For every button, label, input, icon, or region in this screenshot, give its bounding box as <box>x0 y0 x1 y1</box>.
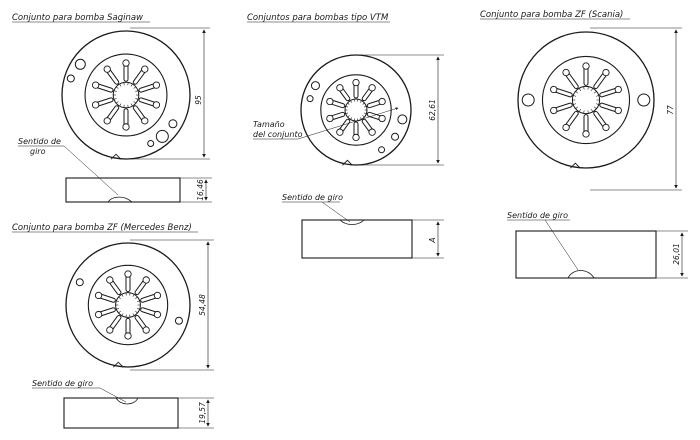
ring-hole <box>175 317 182 324</box>
vane-tip-hole <box>92 102 98 108</box>
hub-spline <box>591 109 592 112</box>
vane-tip-hole <box>369 85 375 91</box>
hub-spline <box>584 110 585 113</box>
hub-spline <box>363 103 365 105</box>
face-dimension-value-scania: 77 <box>666 105 675 115</box>
face-view-saginaw <box>62 31 190 159</box>
title-vtm: Conjuntos para bombas tipo VTM <box>247 13 389 23</box>
side-view-vtm <box>302 220 444 258</box>
hub-spline <box>364 113 366 114</box>
rotation-label-scania: Sentido de giro <box>507 211 568 220</box>
ring-hole <box>392 133 399 140</box>
hub-spline <box>576 91 578 93</box>
side-dimension-value-vtm: A <box>428 237 437 243</box>
ring-hole <box>307 96 313 102</box>
hub-spline <box>594 91 596 93</box>
hub-spline <box>346 106 348 107</box>
face-view-vtm <box>301 55 411 165</box>
ring-hole <box>522 94 534 106</box>
ring-hole <box>169 120 177 128</box>
hub-spline <box>116 101 118 103</box>
ring-hole <box>148 140 154 146</box>
hub-spline <box>135 297 137 299</box>
hub-circle <box>116 293 141 318</box>
title-saginaw: Conjunto para bomba Saginaw <box>12 13 143 23</box>
hub-circle <box>113 82 139 108</box>
hub-spline <box>573 95 576 96</box>
vane-tip-hole <box>327 115 333 121</box>
hub-spline <box>363 116 365 118</box>
hub-spline <box>348 116 350 118</box>
face-dimension-value-mercedes: 54,48 <box>198 294 207 316</box>
rotation-label-saginaw-line1: Sentido de <box>18 137 61 146</box>
vane-tip-hole <box>337 85 343 91</box>
side-dimension-value-scania: 26,01 <box>672 243 681 265</box>
vane-tip-hole <box>551 86 557 92</box>
vane-tip-hole <box>153 102 159 108</box>
side-dimension-value-saginaw: 16,46 <box>196 179 205 201</box>
vane-tip-hole <box>153 82 159 88</box>
ring-hole <box>156 130 168 142</box>
hub-spline <box>122 313 123 315</box>
vane-tip-hole <box>353 134 359 140</box>
drawing-mercedes <box>12 223 214 428</box>
face-view-scania <box>518 32 654 168</box>
hub-spline <box>135 91 138 92</box>
size-label-vtm-line2: del conjunto <box>253 130 303 139</box>
title-scania: Conjunto para bomba ZF (Scania) <box>480 10 624 20</box>
hub-spline <box>594 107 596 109</box>
vane-tip-hole <box>125 271 131 277</box>
rotation-label-saginaw-line2: giro <box>30 147 46 156</box>
hub-spline <box>133 294 134 296</box>
vane-tip-hole <box>615 107 621 113</box>
side-view-saginaw <box>66 178 212 202</box>
vane-tip-hole <box>603 69 609 75</box>
vane-tip-hole <box>327 98 333 104</box>
hub-spline <box>134 87 136 89</box>
rotation-label-vtm: Sentido de giro <box>282 193 343 202</box>
vane-tip-hole <box>143 277 149 283</box>
vane-tip-hole <box>125 333 131 339</box>
vane-tip-hole <box>563 69 569 75</box>
ring-hole <box>311 82 319 90</box>
hub-spline <box>596 95 599 96</box>
vane-tip-hole <box>551 107 557 113</box>
hub-spline <box>119 297 121 299</box>
ring-hole <box>398 115 407 124</box>
hub-spline <box>116 308 119 309</box>
vane-tip-hole <box>583 131 589 137</box>
vane-tip-hole <box>154 311 160 317</box>
hub-spline <box>131 104 132 106</box>
size-label-vtm-line1: Tamaño <box>253 120 285 129</box>
vane-tip-hole <box>379 98 385 104</box>
hub-spline <box>596 104 599 105</box>
hub-circle <box>572 86 599 113</box>
vane-tip-hole <box>142 66 148 72</box>
hub-spline <box>346 113 348 114</box>
hub-spline <box>579 88 580 91</box>
hub-spline <box>579 109 580 112</box>
side-view-mercedes <box>64 398 214 428</box>
vane-tip-hole <box>615 86 621 92</box>
hub-spline <box>588 110 589 113</box>
hub-spline <box>135 311 137 313</box>
hub-spline <box>584 87 585 90</box>
vane-tip-hole <box>104 118 110 124</box>
vane-tip-hole <box>142 118 148 124</box>
hub-spline <box>137 301 140 302</box>
ring-hole <box>638 94 650 106</box>
side-dimension-value-mercedes: 19,57 <box>198 402 207 424</box>
drawing-saginaw <box>12 13 212 202</box>
hub-spline <box>576 107 578 109</box>
vane-tip-hole <box>123 60 129 66</box>
outer-ring <box>66 243 190 367</box>
hub-spline <box>116 301 119 302</box>
ring-hole <box>379 147 385 153</box>
vane-tip-hole <box>379 115 385 121</box>
face-view-mercedes <box>66 243 190 367</box>
vane-tip-hole <box>563 124 569 130</box>
hub-spline <box>116 87 118 89</box>
vane-tip-hole <box>353 79 359 85</box>
hub-spline <box>591 88 592 91</box>
face-dimension-vtm <box>360 55 444 165</box>
drawing-scania <box>480 10 688 278</box>
hub-spline <box>351 117 352 119</box>
outer-ring <box>518 32 654 168</box>
drawing-vtm <box>247 13 444 258</box>
hub-spline <box>120 104 121 106</box>
hub-spline <box>364 106 366 107</box>
hub-spline <box>588 87 589 90</box>
vane-tip-hole <box>95 311 101 317</box>
vane-tip-hole <box>603 124 609 130</box>
vane-tip-hole <box>107 327 113 333</box>
hub-spline <box>133 313 134 315</box>
hub-spline <box>360 100 361 102</box>
vane-tip-hole <box>154 292 160 298</box>
face-dimension-value-vtm: 62,61 <box>428 99 437 121</box>
hub-spline <box>134 101 136 103</box>
hub-spline <box>137 308 140 309</box>
vane-tip-hole <box>337 129 343 135</box>
vane-tip-hole <box>369 129 375 135</box>
side-view-scania <box>516 231 688 278</box>
outer-ring <box>301 55 411 165</box>
vane-tip-hole <box>123 124 129 130</box>
hub-spline <box>135 98 138 99</box>
vane-tip-hole <box>107 277 113 283</box>
hub-spline <box>119 311 121 313</box>
hub-spline <box>122 294 123 296</box>
vane-tip-hole <box>143 327 149 333</box>
hub-spline <box>120 84 121 86</box>
face-dimension-mercedes <box>130 240 214 370</box>
title-mercedes: Conjunto para bomba ZF (Mercedes Benz) <box>12 223 192 233</box>
outer-ring <box>62 31 190 159</box>
vane-tip-hole <box>95 292 101 298</box>
ring-hole <box>67 75 74 82</box>
vane-tip-hole <box>104 66 110 72</box>
vane-tip-hole <box>583 63 589 69</box>
hub-spline <box>573 104 576 105</box>
hub-spline <box>131 84 132 86</box>
hub-spline <box>114 91 117 92</box>
face-dimension-value-saginaw: 95 <box>194 95 203 105</box>
vane-tip-hole <box>92 82 98 88</box>
hub-circle <box>345 99 367 121</box>
hub-spline <box>114 98 117 99</box>
hub-spline <box>351 100 352 102</box>
rotation-label-mercedes: Sentido de giro <box>32 379 93 388</box>
hub-spline <box>348 103 350 105</box>
ring-hole <box>75 59 85 69</box>
ring-hole <box>76 279 83 286</box>
